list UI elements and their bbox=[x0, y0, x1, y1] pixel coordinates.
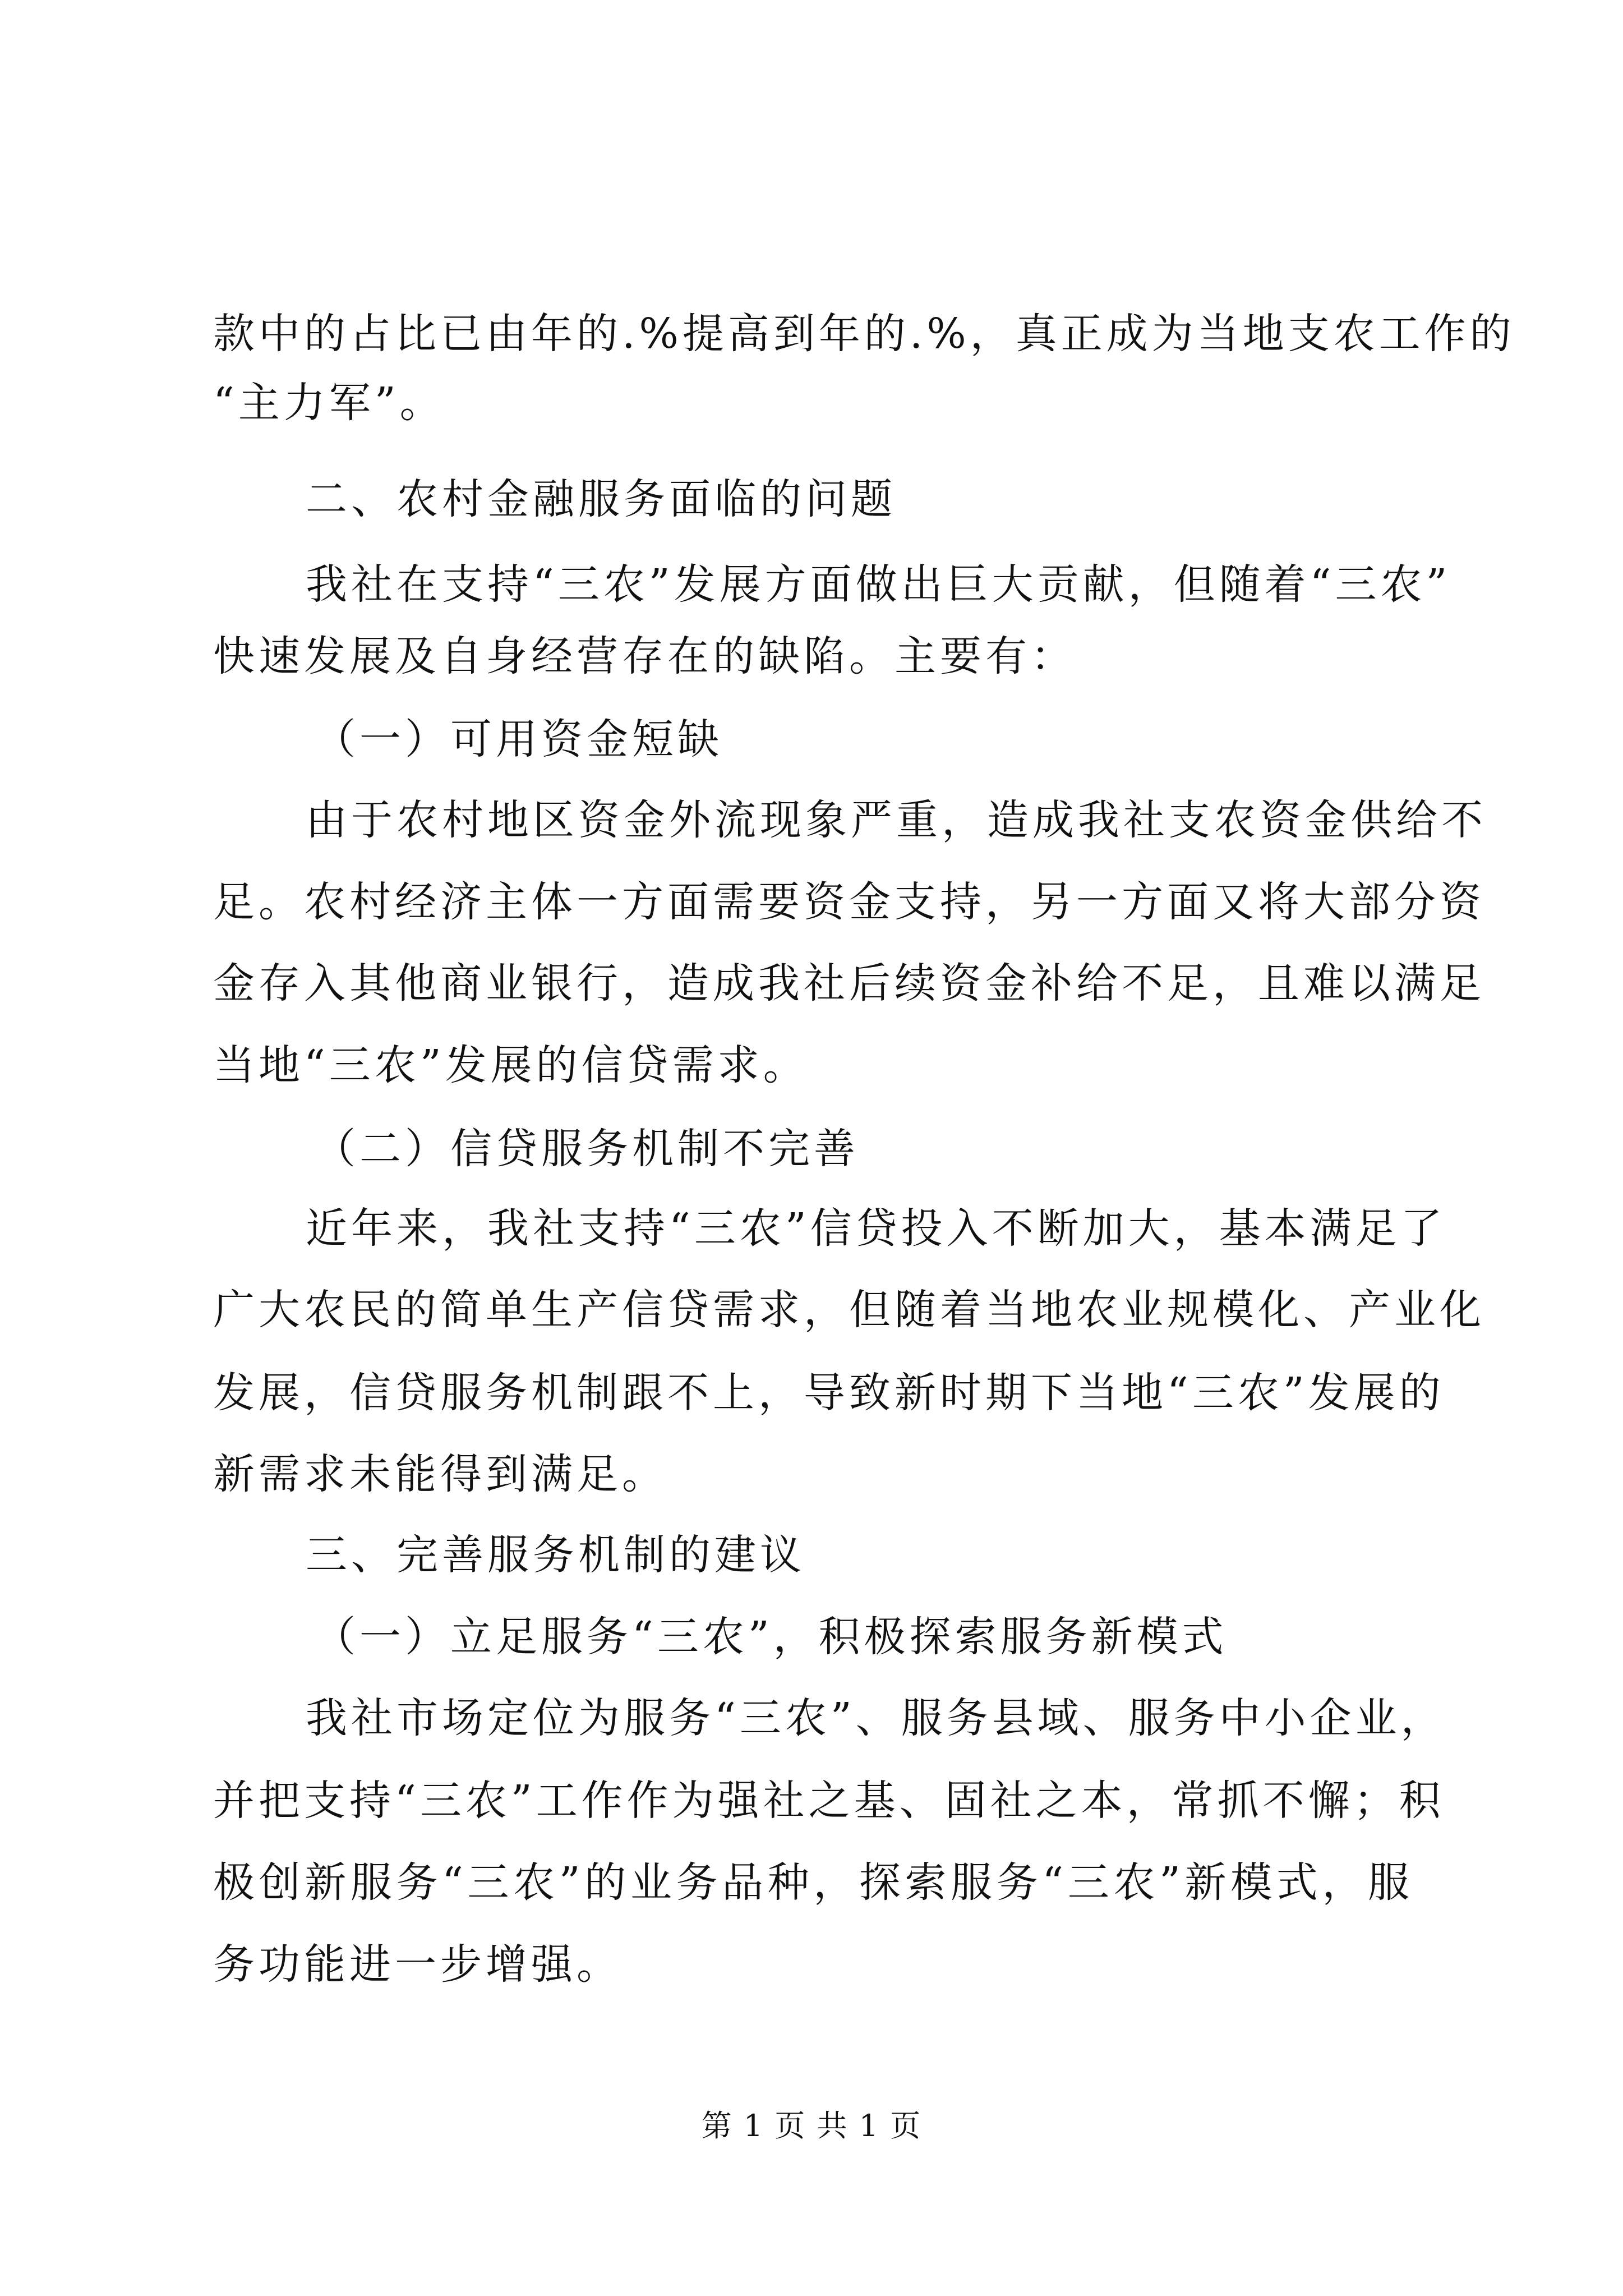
paragraph-line: 我社市场定位为服务“三农”、服务县域、服务中小企业， bbox=[306, 1694, 1446, 1742]
paragraph-line: 快速发展及自身经营存在的缺陷。主要有： bbox=[213, 632, 1076, 680]
page-number-footer: 第 1 页 共 1 页 bbox=[701, 2108, 922, 2143]
paragraph-line: 发展，信贷服务机制跟不上，导致新时期下当地“三农”发展的 bbox=[213, 1369, 1445, 1417]
subsection-heading: （一）立足服务“三农”，积极探索服务新模式 bbox=[314, 1613, 1228, 1661]
paragraph-line: 极创新服务“三农”的业务品种，探索服务“三农”新模式，服 bbox=[213, 1858, 1413, 1907]
subsection-heading: （二）信贷服务机制不完善 bbox=[314, 1125, 859, 1173]
paragraph-line: 金存入其他商业银行，造成我社后续资金补给不足，且难以满足 bbox=[213, 959, 1485, 1007]
paragraph-line: 款中的占比已由年的.%提高到年的.%，真正成为当地支农工作的 bbox=[213, 310, 1515, 358]
paragraph-line: 广大农民的简单生产信贷需求，但随着当地农业规模化、产业化 bbox=[213, 1286, 1485, 1334]
paragraph-line: 务功能进一步增强。 bbox=[213, 1940, 622, 1989]
paragraph-line: 当地“三农”发展的信贷需求。 bbox=[213, 1041, 809, 1089]
paragraph-line: 足。农村经济主体一方面需要资金支持，另一方面又将大部分资 bbox=[213, 878, 1485, 926]
section-heading: 三、完善服务机制的建议 bbox=[306, 1531, 805, 1579]
section-heading: 二、农村金融服务面临的问题 bbox=[306, 475, 896, 523]
subsection-heading: （一）可用资金短缺 bbox=[314, 715, 723, 763]
paragraph-line: 并把支持“三农”工作作为强社之基、固社之本，常抓不懈；积 bbox=[213, 1777, 1445, 1825]
paragraph-line: 我社在支持“三农”发展方面做出巨大贡献，但随着“三农” bbox=[306, 560, 1451, 609]
paragraph-line: 近年来，我社支持“三农”信贷投入不断加大，基本满足了 bbox=[306, 1204, 1446, 1253]
paragraph-line: “主力军”。 bbox=[213, 379, 445, 427]
paragraph-line: 由于农村地区资金外流现象严重，造成我社支农资金供给不 bbox=[306, 796, 1487, 844]
paragraph-line: 新需求未能得到满足。 bbox=[213, 1450, 667, 1498]
